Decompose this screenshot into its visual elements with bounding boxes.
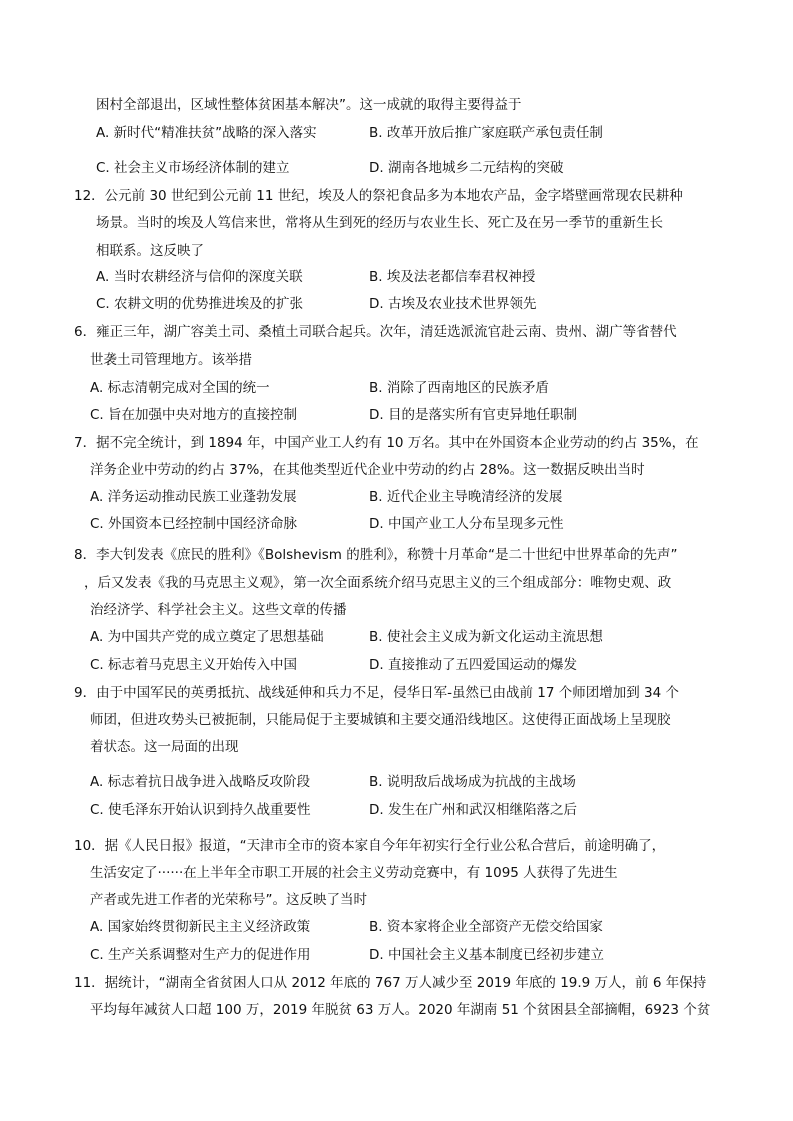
option-b: B. 资本家将企业全部资产无偿交给国家	[369, 919, 603, 935]
text-line: ，后又发表《我的马克思主义观》，第一次全面系统介绍马克思主义的三个组成部分：唯物史观、政	[84, 575, 672, 591]
option-d: D. 古埃及农业技术世界领先	[369, 296, 537, 312]
question-8-text: 8．李大钊发表《庶民的胜利》《Bolshevism 的胜利》，称赞十月革命“是二十世纪中世界革命的先声”	[74, 547, 678, 563]
option-c: C. 标志着马克思主义开始传入中国	[90, 657, 298, 673]
text-line: 世袭土司管理地方。该举措	[90, 352, 252, 368]
option-d: D. 湖南各地城乡二元结构的突破	[369, 160, 564, 176]
option-d: D. 直接推动了五四爱国运动的爆发	[369, 657, 577, 673]
text-line: 产者或先进工作者的光荣称号”。这反映了当时	[90, 892, 367, 908]
question-10-text: 10．据《人民日报》报道，“天津市全市的资本家自今年年初实行全行业公私合营后，前途明确了，	[74, 838, 666, 854]
option-a: A. 标志着抗日战争进入战略反攻阶段	[90, 774, 311, 790]
option-a: A. 当时农耕经济与信仰的深度关联	[96, 269, 303, 285]
option-a: A. 标志清朝完成对全国的统一	[90, 380, 270, 396]
option-a: A. 新时代“精准扶贫”战略的深入落实	[96, 125, 317, 141]
option-c: C. 旨在加强中央对地方的直接控制	[90, 407, 298, 423]
text-line: 平均每年减贫人口超 100 万，2019 年脱贫 63 万人。2020 年湖南 51 个贫困县全部摘帽，6923 个贫	[90, 1002, 711, 1018]
option-c: C. 生产关系调整对生产力的促进作用	[90, 947, 311, 963]
option-d: D. 发生在广州和武汉相继陷落之后	[369, 802, 577, 818]
option-c: C. 使毛泽东开始认识到持久战重要性	[90, 802, 311, 818]
option-a: A. 洋务运动推动民族工业蓬勃发展	[90, 489, 297, 505]
option-b: B. 使社会主义成为新文化运动主流思想	[369, 629, 603, 645]
text-line: 场景。当时的埃及人笃信来世，常将从生到死的经历与农业生长、死亡及在另一季节的重新生长	[96, 215, 663, 231]
option-b: B. 改革开放后推广家庭联产承包责任制	[369, 125, 603, 141]
text-line: 相联系。这反映了	[96, 243, 204, 259]
text-line: 师团，但进攻势头已被扼制，只能局促于主要城镇和主要交通沿线地区。这使得正面战场上呈现胶	[90, 712, 671, 728]
question-9-text: 9．由于中国军民的英勇抵抗、战线延伸和兵力不足，侵华日军-虽然已由战前 17 个师团增加到 34 个	[74, 685, 679, 701]
option-d: D. 中国产业工人分布呈现多元性	[369, 516, 564, 532]
question-12-text: 12．公元前 30 世纪到公元前 11 世纪，埃及人的祭祀食品多为本地农产品，金字塔壁画常现农民耕种	[74, 188, 683, 204]
text-line: 治经济学、科学社会主义。这些文章的传播	[90, 602, 347, 618]
option-a: A. 国家始终贯彻新民主主义经济政策	[90, 919, 311, 935]
question-11-text: 11．据统计，“湖南全省贫困人口从 2012 年底的 767 万人减少至 2019 年底的 19.9 万人，前 6 年保持	[74, 975, 707, 991]
option-b: B. 说明敌后战场成为抗战的主战场	[369, 774, 576, 790]
text-line: 困村全部退出，区域性整体贫困基本解决”。这一成就的取得主要得益于	[96, 97, 522, 113]
option-b: B. 近代企业主导晚清经济的发展	[369, 489, 563, 505]
option-d: D. 目的是落实所有官吏异地任职制	[369, 407, 577, 423]
option-c: C. 社会主义市场经济体制的建立	[96, 160, 290, 176]
option-b: B. 消除了西南地区的民族矛盾	[369, 380, 549, 396]
text-line: 洋务企业中劳动的约占 37%，在其他类型近代企业中劳动的约占 28%。这一数据反映出当时	[90, 462, 645, 478]
text-line: 着状态。这一局面的出现	[90, 739, 239, 755]
option-a: A. 为中国共产党的成立奠定了思想基础	[90, 629, 324, 645]
option-b: B. 埃及法老都信奉君权神授	[369, 269, 536, 285]
question-6-text: 6．雍正三年，湖广容美土司、桑植土司联合起兵。次年，清廷选派流官赴云南、贵州、湖广等省替代	[74, 324, 677, 340]
text-line: 生活安定了······在上半年全市职工开展的社会主义劳动竞赛中，有 1095 人获得了先进生	[90, 865, 618, 881]
option-d: D. 中国社会主义基本制度已经初步建立	[369, 947, 604, 963]
question-7-text: 7．据不完全统计，到 1894 年，中国产业工人约有 10 万名。其中在外国资本企业劳动的约占 35%，在	[74, 435, 699, 451]
option-c: C. 外国资本已经控制中国经济命脉	[90, 516, 298, 532]
option-c: C. 农耕文明的优势推进埃及的扩张	[96, 296, 304, 312]
